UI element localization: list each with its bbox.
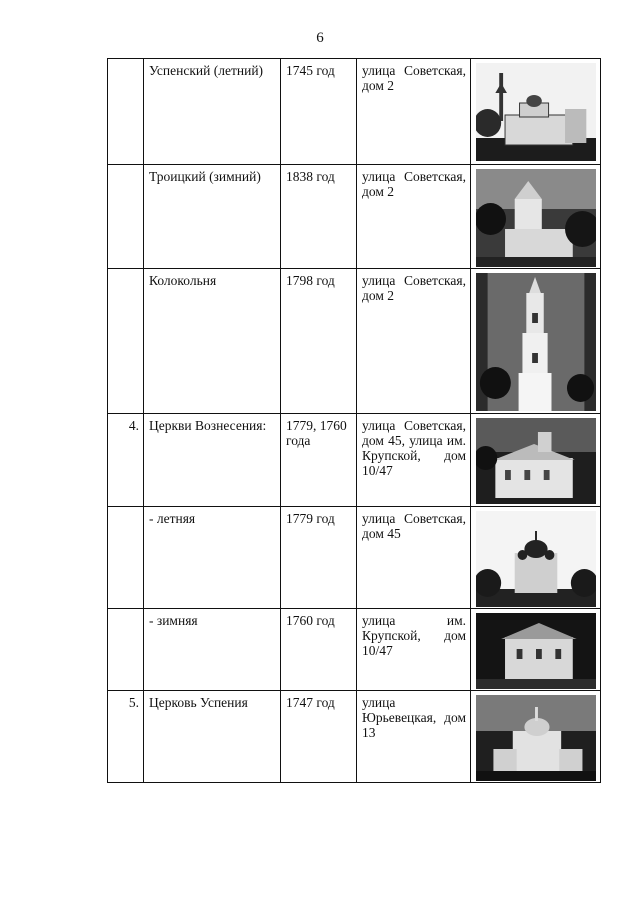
bell-tower-photo <box>476 273 596 411</box>
table-row <box>108 507 601 609</box>
ascension-churches-photo <box>476 418 596 504</box>
construction-year: 1747 год <box>281 691 357 783</box>
construction-year: 1760 год <box>281 609 357 691</box>
construction-year: 1745 год <box>281 59 357 165</box>
construction-year: 1798 год <box>281 269 357 414</box>
table-row <box>108 691 601 783</box>
table-row <box>108 609 601 691</box>
object-name: Колокольня <box>144 269 281 414</box>
row-number: 4. <box>108 414 144 507</box>
church-summer-photo <box>476 63 596 161</box>
object-name: Церковь Успения <box>144 691 281 783</box>
object-address: улица Советская, дом 2 <box>357 269 471 414</box>
object-name: Троицкий (зимний) <box>144 165 281 269</box>
object-name: - летняя <box>144 507 281 609</box>
row-number: 5. <box>108 691 144 783</box>
table-row <box>108 59 601 165</box>
object-name: Успенский (летний) <box>144 59 281 165</box>
construction-year: 1779, 1760 года <box>281 414 357 507</box>
object-address: улица Юрьевецкая, дом 13 <box>357 691 471 783</box>
object-address: улица Советская, дом 2 <box>357 59 471 165</box>
winter-church-photo <box>476 613 596 689</box>
object-address: улица Советская, дом 45, улица им. Крупской, дом 10/47 <box>357 414 471 507</box>
row-number <box>108 269 144 414</box>
row-number <box>108 507 144 609</box>
monuments-table <box>107 58 601 783</box>
dormition-church-photo <box>476 695 596 781</box>
object-address: улица им. Крупской, дом 10/47 <box>357 609 471 691</box>
construction-year: 1779 год <box>281 507 357 609</box>
row-number <box>108 165 144 269</box>
page-number: 6 <box>316 30 324 46</box>
object-name: Церкви Вознесения: <box>144 414 281 507</box>
construction-year: 1838 год <box>281 165 357 269</box>
church-winter-photo <box>476 169 596 267</box>
object-address: улица Советская, дом 2 <box>357 165 471 269</box>
object-address: улица Советская, дом 45 <box>357 507 471 609</box>
object-name: - зимняя <box>144 609 281 691</box>
table-row <box>108 414 601 507</box>
summer-church-photo <box>476 511 596 607</box>
row-number <box>108 59 144 165</box>
table-row <box>108 269 601 414</box>
table-row <box>108 165 601 269</box>
row-number <box>108 609 144 691</box>
